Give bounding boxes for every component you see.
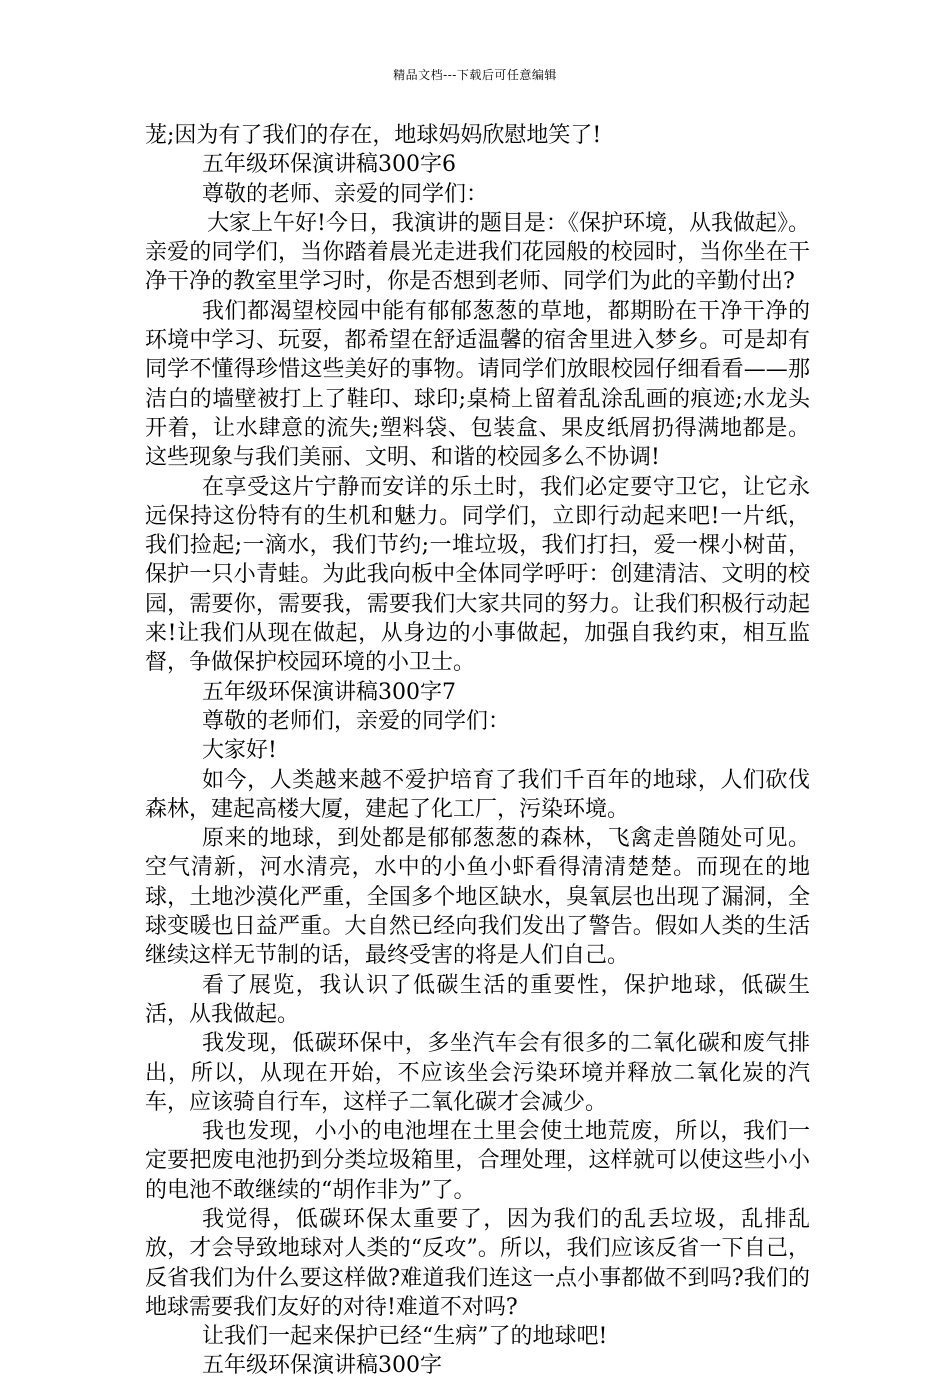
section-heading-6: 五年级环保演讲稿300字6 (202, 152, 456, 178)
page-header: 精品文档---下载后可任意编辑 (393, 68, 557, 82)
section-heading: 五年级环保演讲稿300字 (202, 1353, 442, 1379)
paragraph: 我发现，低碳环保中，多坐汽车会有很多的二氧化碳和废气排出，所以，从现在开始，不应该坐会污染环境并释放二氧化炭的汽车，应该骑自行车，这样子二氧化碳才会减少。 (145, 1031, 810, 1115)
section-heading-7: 五年级环保演讲稿300字7 (202, 679, 456, 705)
paragraph: 我觉得，低碳环保太重要了，因为我们的乱丢垃圾，乱排乱放，才会导致地球对人类的“反攻”。所以，我们应该反省一下自己，反省我们为什么要这样做?难道我们连这一点小事都做不到吗?我们的地球需要我们友好的对待!难道不对吗? (145, 1206, 810, 1320)
paragraph: 大家上午好!今日，我演讲的题目是：《保护环境，从我做起》。亲爱的同学们，当你踏着晨光走进我们花园般的校园时，当你坐在干净干净的教室里学习时，你是否想到老师、同学们为此的辛勤付出? (145, 210, 810, 295)
paragraph: 在享受这片宁静而安详的乐土时，我们必定要守卫它，让它永远保持这份特有的生机和魅力。同学们，立即行动起来吧!一片纸，我们捡起;一滴水，我们节约;一堆垃圾，我们打扫，爱一棵小树苗，保护一只小青蛙。为此我向板中全体同学呼吁：创建清洁、文明的校园，需要你，需要我，需要我们大家共同的努力。让我们积极行动起来!让我们从现在做起，从身边的小事做起，加强自我约束，相互监督，争做保护校园环境的小卫士。 (145, 474, 810, 676)
paragraph: 如今，人类越来越不爱护培育了我们千百年的地球，人们砍伐森林，建起高楼大厦，建起了化工厂，污染环境。 (145, 767, 810, 822)
document-body (145, 121, 810, 1381)
paragraph: 看了展览，我认识了低碳生活的重要性，保护地球，低碳生活，从我做起。 (145, 972, 810, 1027)
paragraph: 我们都渴望校园中能有郁郁葱葱的草地，都期盼在干净干净的环境中学习、玩耍，都希望在舒适温馨的宿舍里进入梦乡。可是却有同学不懂得珍惜这些美好的事物。请同学们放眼校园仔细看看——那洁白的墙壁被打上了鞋印、球印;桌椅上留着乱涂乱画的痕迹;水龙头开着，让水肆意的流失;塑料袋、包装盒、果皮纸屑扔得满地都是。这些现象与我们美丽、文明、和谐的校园多么不协调! (145, 298, 810, 471)
paragraph: 让我们一起来保护已经“生病”了的地球吧! (202, 1324, 608, 1350)
greeting: 大家好! (202, 738, 277, 764)
salutation: 尊敬的老师、亲爱的同学们： (202, 181, 489, 207)
paragraph: 原来的地球，到处都是郁郁葱葱的森林，飞禽走兽随处可见。空气清新，河水清亮，水中的小鱼小虾看得清清楚楚。而现在的地球，土地沙漠化严重，全国多个地区缺水，臭氧层也出现了漏洞，全球变暖也日益严重。大自然已经向我们发出了警告。假如人类的生活继续这样无节制的话，最终受害的将是人们自己。 (145, 826, 810, 969)
paragraph: 我也发现，小小的电池埋在土里会使土地荒废，所以，我们一定要把废电池扔到分类垃圾箱里，合理处理，这样就可以使这些小小的电池不敢继续的“胡作非为”了。 (145, 1119, 810, 1203)
paragraph-continuation: 茏;因为有了我们的存在，地球妈妈欣慰地笑了! (145, 123, 602, 148)
salutation: 尊敬的老师们，亲爱的同学们： (202, 708, 511, 734)
